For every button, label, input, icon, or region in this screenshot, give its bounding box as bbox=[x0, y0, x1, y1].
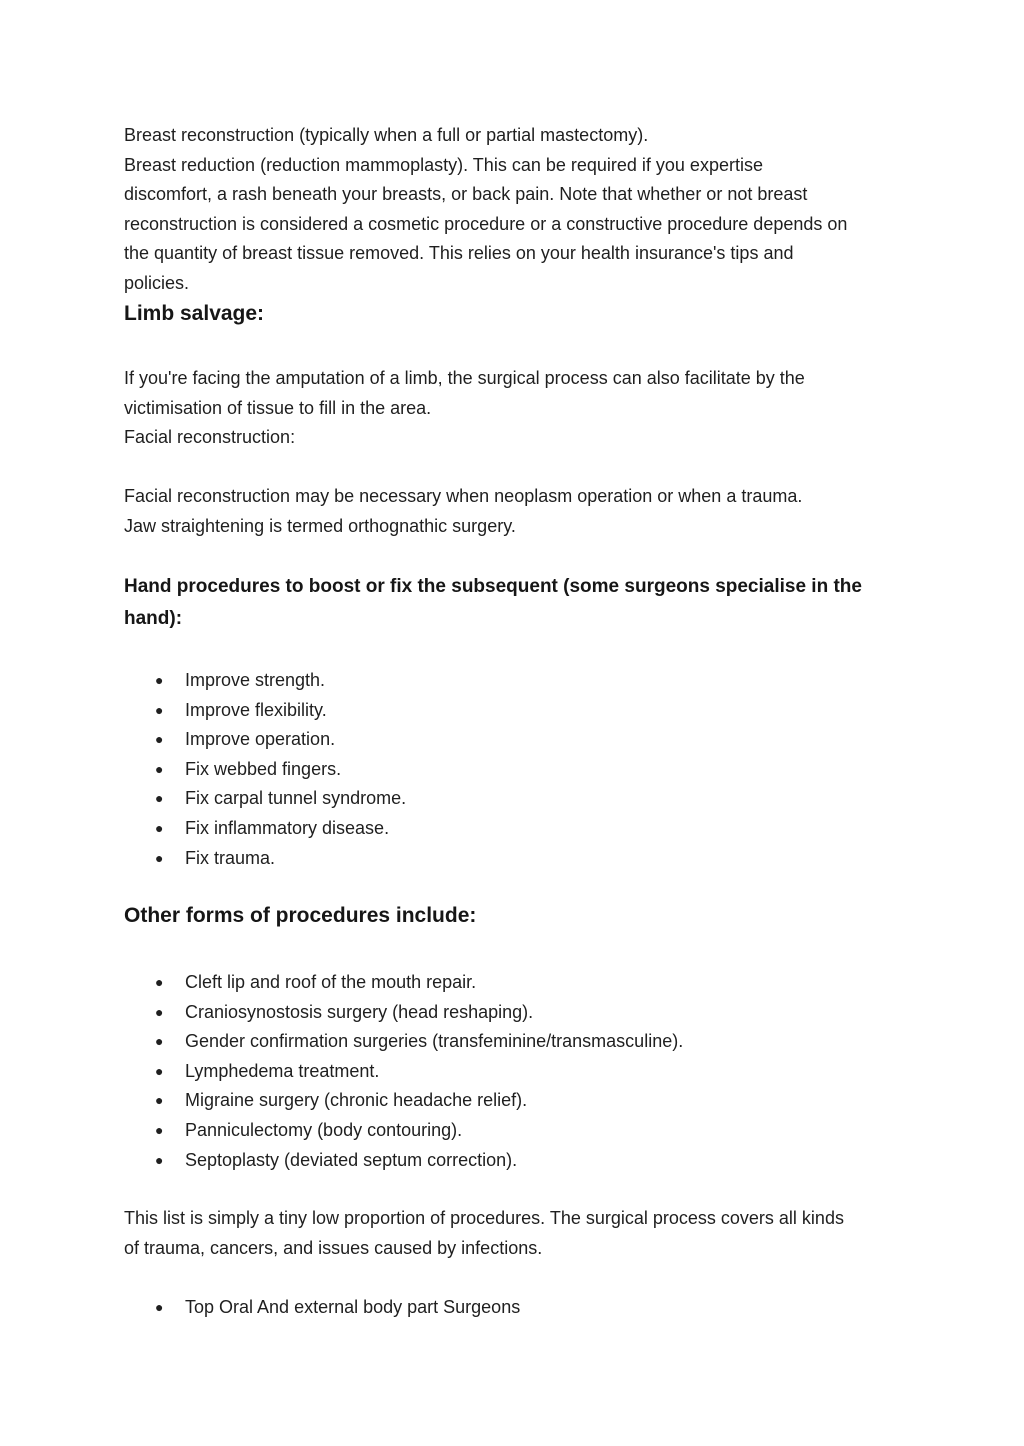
hand-heading-line: hand): bbox=[124, 608, 183, 629]
list-item bbox=[124, 725, 406, 755]
list-item bbox=[124, 1027, 683, 1057]
list-item-text: Migraine surgery (chronic headache relief). bbox=[185, 1090, 528, 1111]
limb-line: victimisation of tissue to fill in the area. bbox=[124, 397, 432, 418]
closing-paragraph bbox=[124, 1204, 844, 1263]
bullet-icon: ● bbox=[155, 1033, 164, 1050]
list-item bbox=[124, 1057, 683, 1087]
list-item-text: Septoplasty (deviated septum correction). bbox=[185, 1149, 518, 1170]
limb-heading-block bbox=[124, 302, 264, 326]
closing-line: of trauma, cancers, and issues caused by infections. bbox=[124, 1237, 543, 1258]
list-item-text: Craniosynostosis surgery (head reshaping). bbox=[185, 1001, 534, 1022]
list-item-text: Fix inflammatory disease. bbox=[185, 817, 390, 838]
intro-para-line: discomfort, a rash beneath your breasts, or back pain. Note that whether or not breast bbox=[124, 184, 808, 205]
list-item-text: Cleft lip and roof of the mouth repair. bbox=[185, 972, 477, 992]
bullet-icon: ● bbox=[155, 1299, 164, 1315]
bullet-icon: ● bbox=[155, 1003, 164, 1020]
list-item bbox=[124, 968, 683, 998]
bullet-icon: ● bbox=[155, 1151, 164, 1168]
bullet-icon: ● bbox=[155, 701, 164, 718]
intro-para-line: the quantity of breast tissue removed. This relies on your health insurance's tips and bbox=[124, 243, 794, 264]
list-item bbox=[124, 1086, 683, 1116]
list-item-text: Fix webbed fingers. bbox=[185, 758, 342, 779]
facial-line: Jaw straightening is termed orthognathic surgery. bbox=[124, 515, 516, 536]
list-item bbox=[124, 784, 406, 814]
list-item bbox=[124, 696, 406, 726]
list-item-text: Improve strength. bbox=[185, 670, 326, 690]
list-item-text: Lymphedema treatment. bbox=[185, 1060, 380, 1081]
bullet-icon: ● bbox=[155, 1121, 164, 1138]
list-item bbox=[124, 1116, 683, 1146]
facial-label: Facial reconstruction: bbox=[124, 427, 296, 448]
bullet-icon: ● bbox=[155, 1092, 164, 1109]
intro-para-line: policies. bbox=[124, 272, 190, 293]
limb-line: If you're facing the amputation of a limb, the surgical process can also facilitate by the bbox=[124, 368, 805, 388]
hand-list bbox=[124, 666, 406, 873]
intro-para-line: reconstruction is considered a cosmetic procedure or a constructive procedure depends on bbox=[124, 213, 848, 234]
list-item bbox=[124, 844, 406, 874]
facial-paragraph bbox=[124, 482, 802, 541]
bullet-icon: ● bbox=[155, 974, 164, 990]
list-item-text: Gender confirmation surgeries (transfeminine/transmasculine). bbox=[185, 1031, 684, 1052]
list-item bbox=[124, 1146, 683, 1176]
list-item bbox=[124, 755, 406, 785]
list-item-text: Fix carpal tunnel syndrome. bbox=[185, 788, 407, 809]
list-item bbox=[124, 666, 406, 696]
hand-heading-block bbox=[124, 571, 862, 635]
bullet-icon: ● bbox=[155, 849, 164, 866]
bullet-icon: ● bbox=[155, 760, 164, 777]
bullet-icon: ● bbox=[155, 731, 164, 748]
list-item bbox=[124, 1293, 520, 1323]
bullet-icon: ● bbox=[155, 1062, 164, 1079]
bullet-icon: ● bbox=[155, 672, 164, 688]
other-forms-heading: Other forms of procedures include: bbox=[124, 904, 477, 927]
list-item-text: Fix trauma. bbox=[185, 847, 276, 868]
facial-line: Facial reconstruction may be necessary when neoplasm operation or when a trauma. bbox=[124, 486, 803, 506]
list-item-text: Panniculectomy (body contouring). bbox=[185, 1119, 463, 1140]
other-heading-block bbox=[124, 904, 476, 928]
closing-line: This list is simply a tiny low proportion of procedures. The surgical process covers all kinds bbox=[124, 1208, 844, 1228]
limb-paragraph bbox=[124, 364, 805, 453]
intro-line: Breast reconstruction (typically when a full or partial mastectomy). bbox=[124, 125, 649, 145]
bullet-icon: ● bbox=[155, 819, 164, 836]
list-item bbox=[124, 998, 683, 1028]
list-item bbox=[124, 814, 406, 844]
list-item-text: Top Oral And external body part Surgeons bbox=[185, 1297, 521, 1317]
intro-para-line: Breast reduction (reduction mammoplasty). This can be required if you expertise bbox=[124, 154, 763, 175]
limb-salvage-heading: Limb salvage: bbox=[124, 302, 265, 325]
hand-heading-line: Hand procedures to boost or fix the subsequent (some surgeons specialise in the bbox=[124, 576, 862, 597]
other-list bbox=[124, 968, 683, 1175]
final-list bbox=[124, 1293, 520, 1323]
intro-block bbox=[124, 121, 847, 299]
list-item-text: Improve flexibility. bbox=[185, 699, 327, 720]
bullet-icon: ● bbox=[155, 790, 164, 807]
list-item-text: Improve operation. bbox=[185, 729, 336, 750]
